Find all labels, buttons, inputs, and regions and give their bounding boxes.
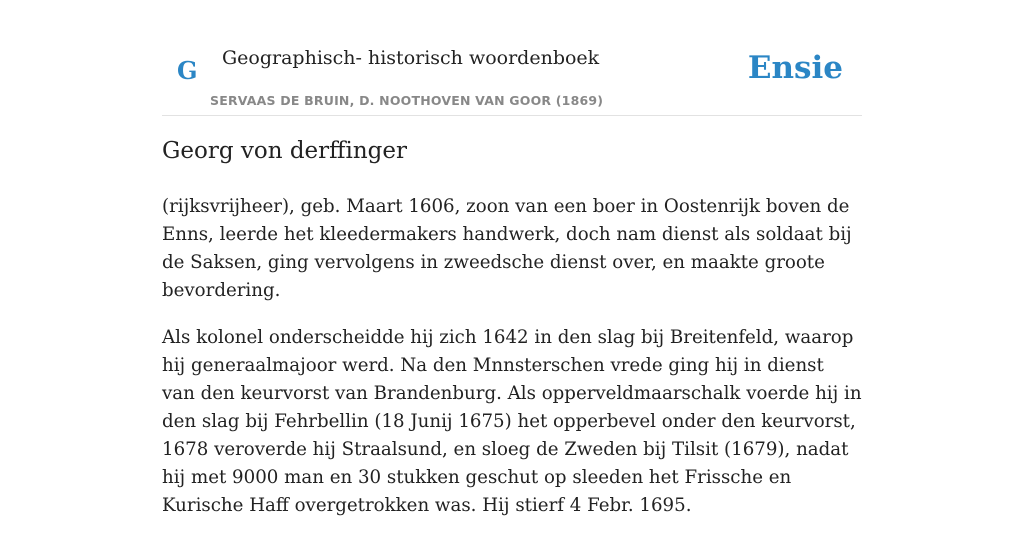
book-authors: SERVAAS DE BRUIN, D. NOOTHOVEN VAN GOOR (1869) [210,93,604,108]
entry-title: Georg von derffinger [162,138,407,164]
book-logo-icon[interactable]: G [177,56,198,85]
entry-body [162,193,862,539]
entry-paragraph-2: Als kolonel onderscheidde hij zich 1642 in den slag bij Breitenfeld, waarop hij generaalmajoor werd. Na den Mnnsterschen vrede ging hij in dienst van den keurvorst van Brandenburg. Als opperveldmaarschalk voerde hij in den slag bij Fehrbellin (18 Junij 1675) het opperbevel onder den keurvorst, 1678 veroverde hij Straalsund, en sloeg de Zweden bij Tilsit (1679), nadat hij met 9000 man en 30 stukken geschut op sleeden het Frissche en Kurische Haff overgetrokken was. Hij stierf 4 Febr. 1695. [162,327,862,516]
book-title-link[interactable]: Geographisch- historisch woordenboek [222,47,600,69]
ensie-logo-link[interactable]: Ensie [747,50,843,86]
entry-paragraph-1: (rijksvrijheer), geb. Maart 1606, zoon van een boer in Oostenrijk boven de Enns, leerde het kleedermakers handwerk, doch nam dienst als soldaat bij de Saksen, ging vervolgens in zweedsche dienst over, en maakte groote bevordering. [162,196,852,301]
header [162,40,862,116]
